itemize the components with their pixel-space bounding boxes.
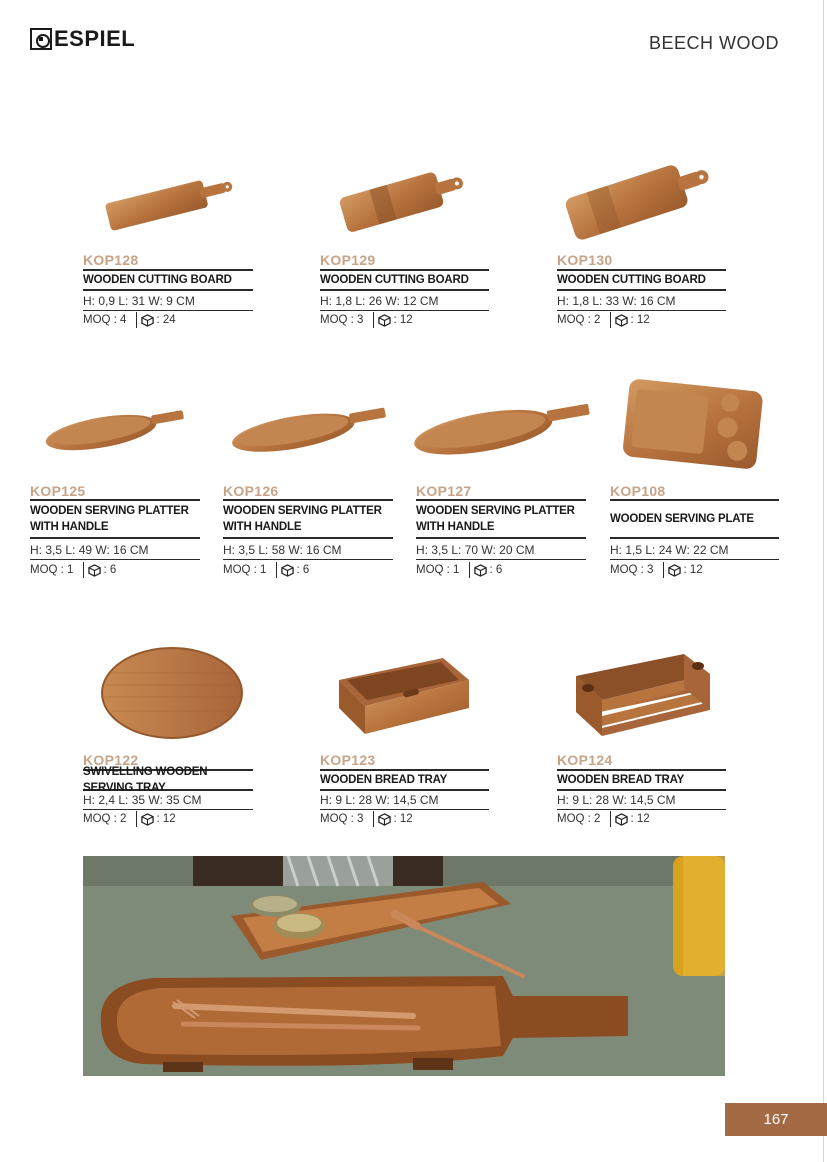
lifestyle-photo-image	[83, 856, 725, 1076]
product-code: KOP124	[557, 752, 613, 768]
product-dimensions: H: 1,8 L: 33 W: 16 CM	[557, 292, 726, 311]
product-name: WOODEN SERVING PLATE	[610, 513, 754, 525]
product-name: WOODEN BREAD TRAY	[557, 774, 685, 786]
product-dimensions: H: 9 L: 28 W: 14,5 CM	[557, 791, 726, 810]
page-number-tab	[725, 1103, 827, 1136]
product-moq-row	[30, 561, 116, 579]
brand-name: ESPIEL	[54, 26, 136, 51]
box-icon	[615, 314, 628, 327]
product-name-row	[416, 499, 586, 539]
box-icon	[88, 564, 101, 577]
product-name-row	[557, 269, 726, 291]
product-name-row	[30, 499, 200, 539]
product-moq-row	[610, 561, 703, 579]
product-name-row	[320, 269, 489, 291]
box-icon	[668, 564, 681, 577]
box-icon	[378, 813, 391, 826]
pack-value: : 12	[630, 813, 650, 825]
moq-divider	[136, 312, 137, 328]
product-moq-row	[83, 311, 176, 329]
product-dimensions: H: 1,8 L: 26 W: 12 CM	[320, 292, 489, 311]
product-image	[40, 390, 190, 460]
pack-value: : 6	[296, 564, 310, 576]
product-code: KOP123	[320, 752, 376, 768]
pack-value: : 6	[489, 564, 503, 576]
product-name-row	[83, 269, 253, 291]
product-moq-row	[320, 810, 413, 828]
product-name-row	[223, 499, 393, 539]
product-name: WOODEN BREAD TRAY	[320, 774, 448, 786]
pack-value: : 12	[156, 813, 176, 825]
moq-divider	[610, 312, 611, 328]
moq-value: MOQ : 1	[30, 564, 74, 576]
pack-value: : 6	[103, 564, 117, 576]
product-moq-row	[83, 810, 176, 828]
product-code: KOP130	[557, 252, 613, 268]
product-name: WOODEN SERVING PLATTER WITH HANDLE	[416, 505, 575, 533]
moq-divider	[610, 811, 611, 827]
box-icon	[281, 564, 294, 577]
product-code: KOP122	[83, 752, 139, 768]
product-dimensions: H: 9 L: 28 W: 14,5 CM	[320, 791, 489, 810]
product-code: KOP129	[320, 252, 376, 268]
product-name: SWIVELLING WOODEN SERVING TRAY	[83, 766, 208, 794]
page-number: 167	[763, 1111, 789, 1128]
page-edge-line	[823, 0, 824, 1162]
product-dimensions: H: 0,9 L: 31 W: 9 CM	[83, 292, 253, 311]
pack-value: : 24	[156, 314, 176, 326]
moq-divider	[276, 562, 277, 578]
moq-value: MOQ : 3	[610, 564, 654, 576]
product-code: KOP126	[223, 483, 279, 499]
product-dimensions: H: 3,5 L: 49 W: 16 CM	[30, 541, 200, 560]
moq-value: MOQ : 2	[557, 813, 601, 825]
product-name: WOODEN CUTTING BOARD	[557, 274, 706, 286]
moq-value: MOQ : 3	[320, 813, 364, 825]
moq-value: MOQ : 4	[83, 314, 127, 326]
moq-value: MOQ : 2	[83, 813, 127, 825]
product-dimensions: H: 3,5 L: 58 W: 16 CM	[223, 541, 393, 560]
box-icon	[141, 314, 154, 327]
product-image	[333, 650, 473, 738]
moq-divider	[83, 562, 84, 578]
lifestyle-photo	[83, 856, 725, 1076]
product-name: WOODEN CUTTING BOARD	[320, 274, 469, 286]
moq-divider	[136, 811, 137, 827]
product-dimensions: H: 2,4 L: 35 W: 35 CM	[83, 791, 253, 810]
moq-divider	[373, 312, 374, 328]
product-image	[332, 155, 472, 235]
product-name: WOODEN CUTTING BOARD	[83, 274, 232, 286]
brand-logo	[30, 27, 135, 51]
product-image	[100, 645, 245, 740]
product-code: KOP108	[610, 483, 666, 499]
product-name: WOODEN SERVING PLATTER WITH HANDLE	[223, 505, 382, 533]
box-icon	[141, 813, 154, 826]
product-moq-row	[557, 311, 650, 329]
pack-value: : 12	[683, 564, 703, 576]
pack-value: : 12	[393, 813, 413, 825]
product-image	[100, 162, 240, 232]
pack-value: : 12	[393, 314, 413, 326]
product-image	[572, 648, 714, 740]
product-moq-row	[557, 810, 650, 828]
moq-divider	[469, 562, 470, 578]
product-moq-row	[320, 311, 413, 329]
moq-value: MOQ : 1	[223, 564, 267, 576]
product-code: KOP125	[30, 483, 86, 499]
moq-value: MOQ : 3	[320, 314, 364, 326]
moq-value: MOQ : 2	[557, 314, 601, 326]
product-image	[408, 383, 594, 463]
product-name-row	[83, 766, 253, 794]
product-moq-row	[223, 561, 309, 579]
pack-value: : 12	[630, 314, 650, 326]
product-image	[226, 388, 391, 460]
box-icon	[615, 813, 628, 826]
product-name: WOODEN SERVING PLATTER WITH HANDLE	[30, 505, 189, 533]
product-name-row	[557, 769, 726, 791]
moq-divider	[373, 811, 374, 827]
product-code: KOP127	[416, 483, 472, 499]
box-icon	[474, 564, 487, 577]
espiel-logo-icon	[30, 28, 52, 50]
box-icon	[378, 314, 391, 327]
product-dimensions: H: 3,5 L: 70 W: 20 CM	[416, 541, 586, 560]
product-image	[618, 375, 768, 470]
product-dimensions: H: 1,5 L: 24 W: 22 CM	[610, 541, 779, 560]
product-image	[560, 150, 720, 240]
moq-divider	[663, 562, 664, 578]
moq-value: MOQ : 1	[416, 564, 460, 576]
product-code: KOP128	[83, 252, 139, 268]
product-name-row	[610, 499, 779, 539]
section-title: BEECH WOOD	[648, 33, 779, 53]
product-name-row	[320, 769, 489, 791]
product-moq-row	[416, 561, 502, 579]
